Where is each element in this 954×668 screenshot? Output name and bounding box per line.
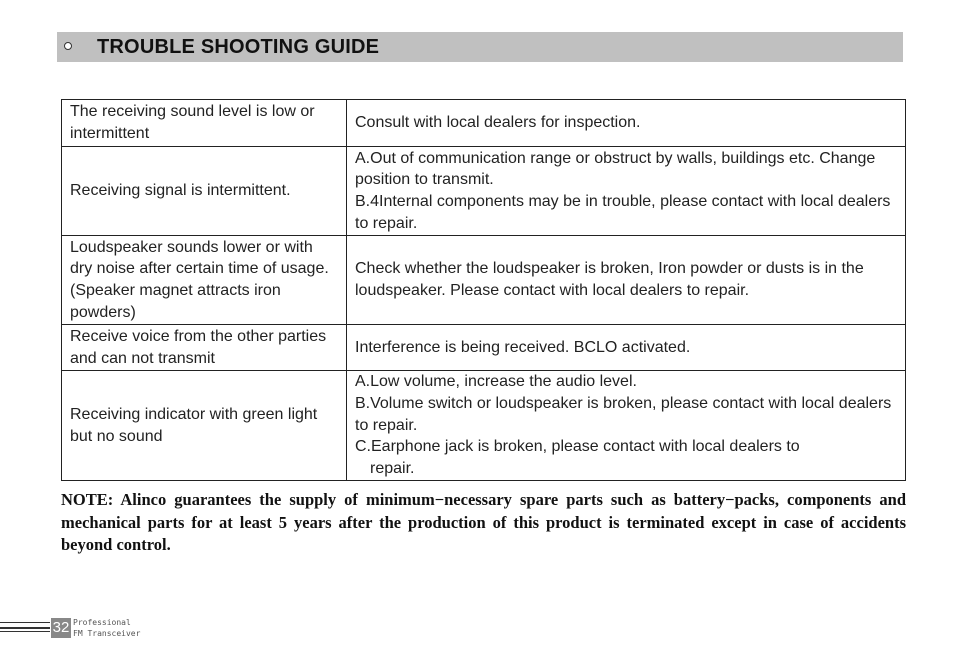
problem-cell: Receive voice from the other parties and can not transmit (62, 325, 347, 371)
remedy-line: repair. (370, 460, 415, 478)
remedy-line: A.Low volume, increase the audio level. (355, 373, 637, 391)
remedy-line: A.Out of communication range or obstruct by walls, buildings etc. Change position to transmit. (355, 149, 876, 189)
warranty-note: NOTE: Alinco guarantees the supply of minimum−necessary spare parts such as battery−packs, components and mechanical parts for at least 5 years after the production of this product is terminated except in case of accidents beyond control. (61, 490, 906, 554)
section-title-bar (57, 32, 903, 62)
problem-cell: Loudspeaker sounds lower or with dry noise after certain time of usage.(Speaker magnet attracts iron powders) (62, 236, 347, 325)
footer-brand-line1: Professional (73, 618, 131, 627)
table-row (62, 371, 906, 481)
table-row (62, 100, 906, 147)
remedy-line: Check whether the loudspeaker is broken, Iron powder or dusts is in the loudspeaker. Please contact with local dealers to repair. (355, 260, 864, 299)
remedy-line: Consult with local dealers for inspection. (355, 114, 641, 132)
circle-bullet-icon (64, 42, 72, 50)
troubleshooting-table (61, 99, 906, 481)
remedy-line: B.Volume switch or loudspeaker is broken, please contact with local dealers to repair. (355, 394, 892, 434)
page-title: TROUBLE SHOOTING GUIDE (97, 36, 380, 58)
remedy-cell (347, 325, 906, 371)
remedy-cell (347, 371, 906, 481)
table-row (62, 147, 906, 236)
problem-cell: The receiving sound level is low or intermittent (62, 100, 347, 147)
remedy-line: Interference is being received. BCLO activated. (355, 338, 691, 356)
remedy-line: B.4Internal components may be in trouble, please contact with local dealers to repair. (355, 193, 891, 232)
remedy-cell (347, 100, 906, 147)
problem-cell: Receiving indicator with green light but no sound (62, 371, 347, 481)
page-number: 32 (52, 619, 70, 636)
table-row (62, 325, 906, 371)
footer-brand (73, 617, 140, 639)
remedy-line: C.Earphone jack is broken, please contact with local dealers to (355, 438, 800, 456)
remedy-cell (347, 236, 906, 325)
table-row (62, 236, 906, 325)
footer-rule (0, 620, 50, 632)
remedy-cell (347, 147, 906, 236)
problem-cell: Receiving signal is intermittent. (62, 147, 347, 236)
footer-brand-line2: FM Transceiver (73, 629, 141, 638)
